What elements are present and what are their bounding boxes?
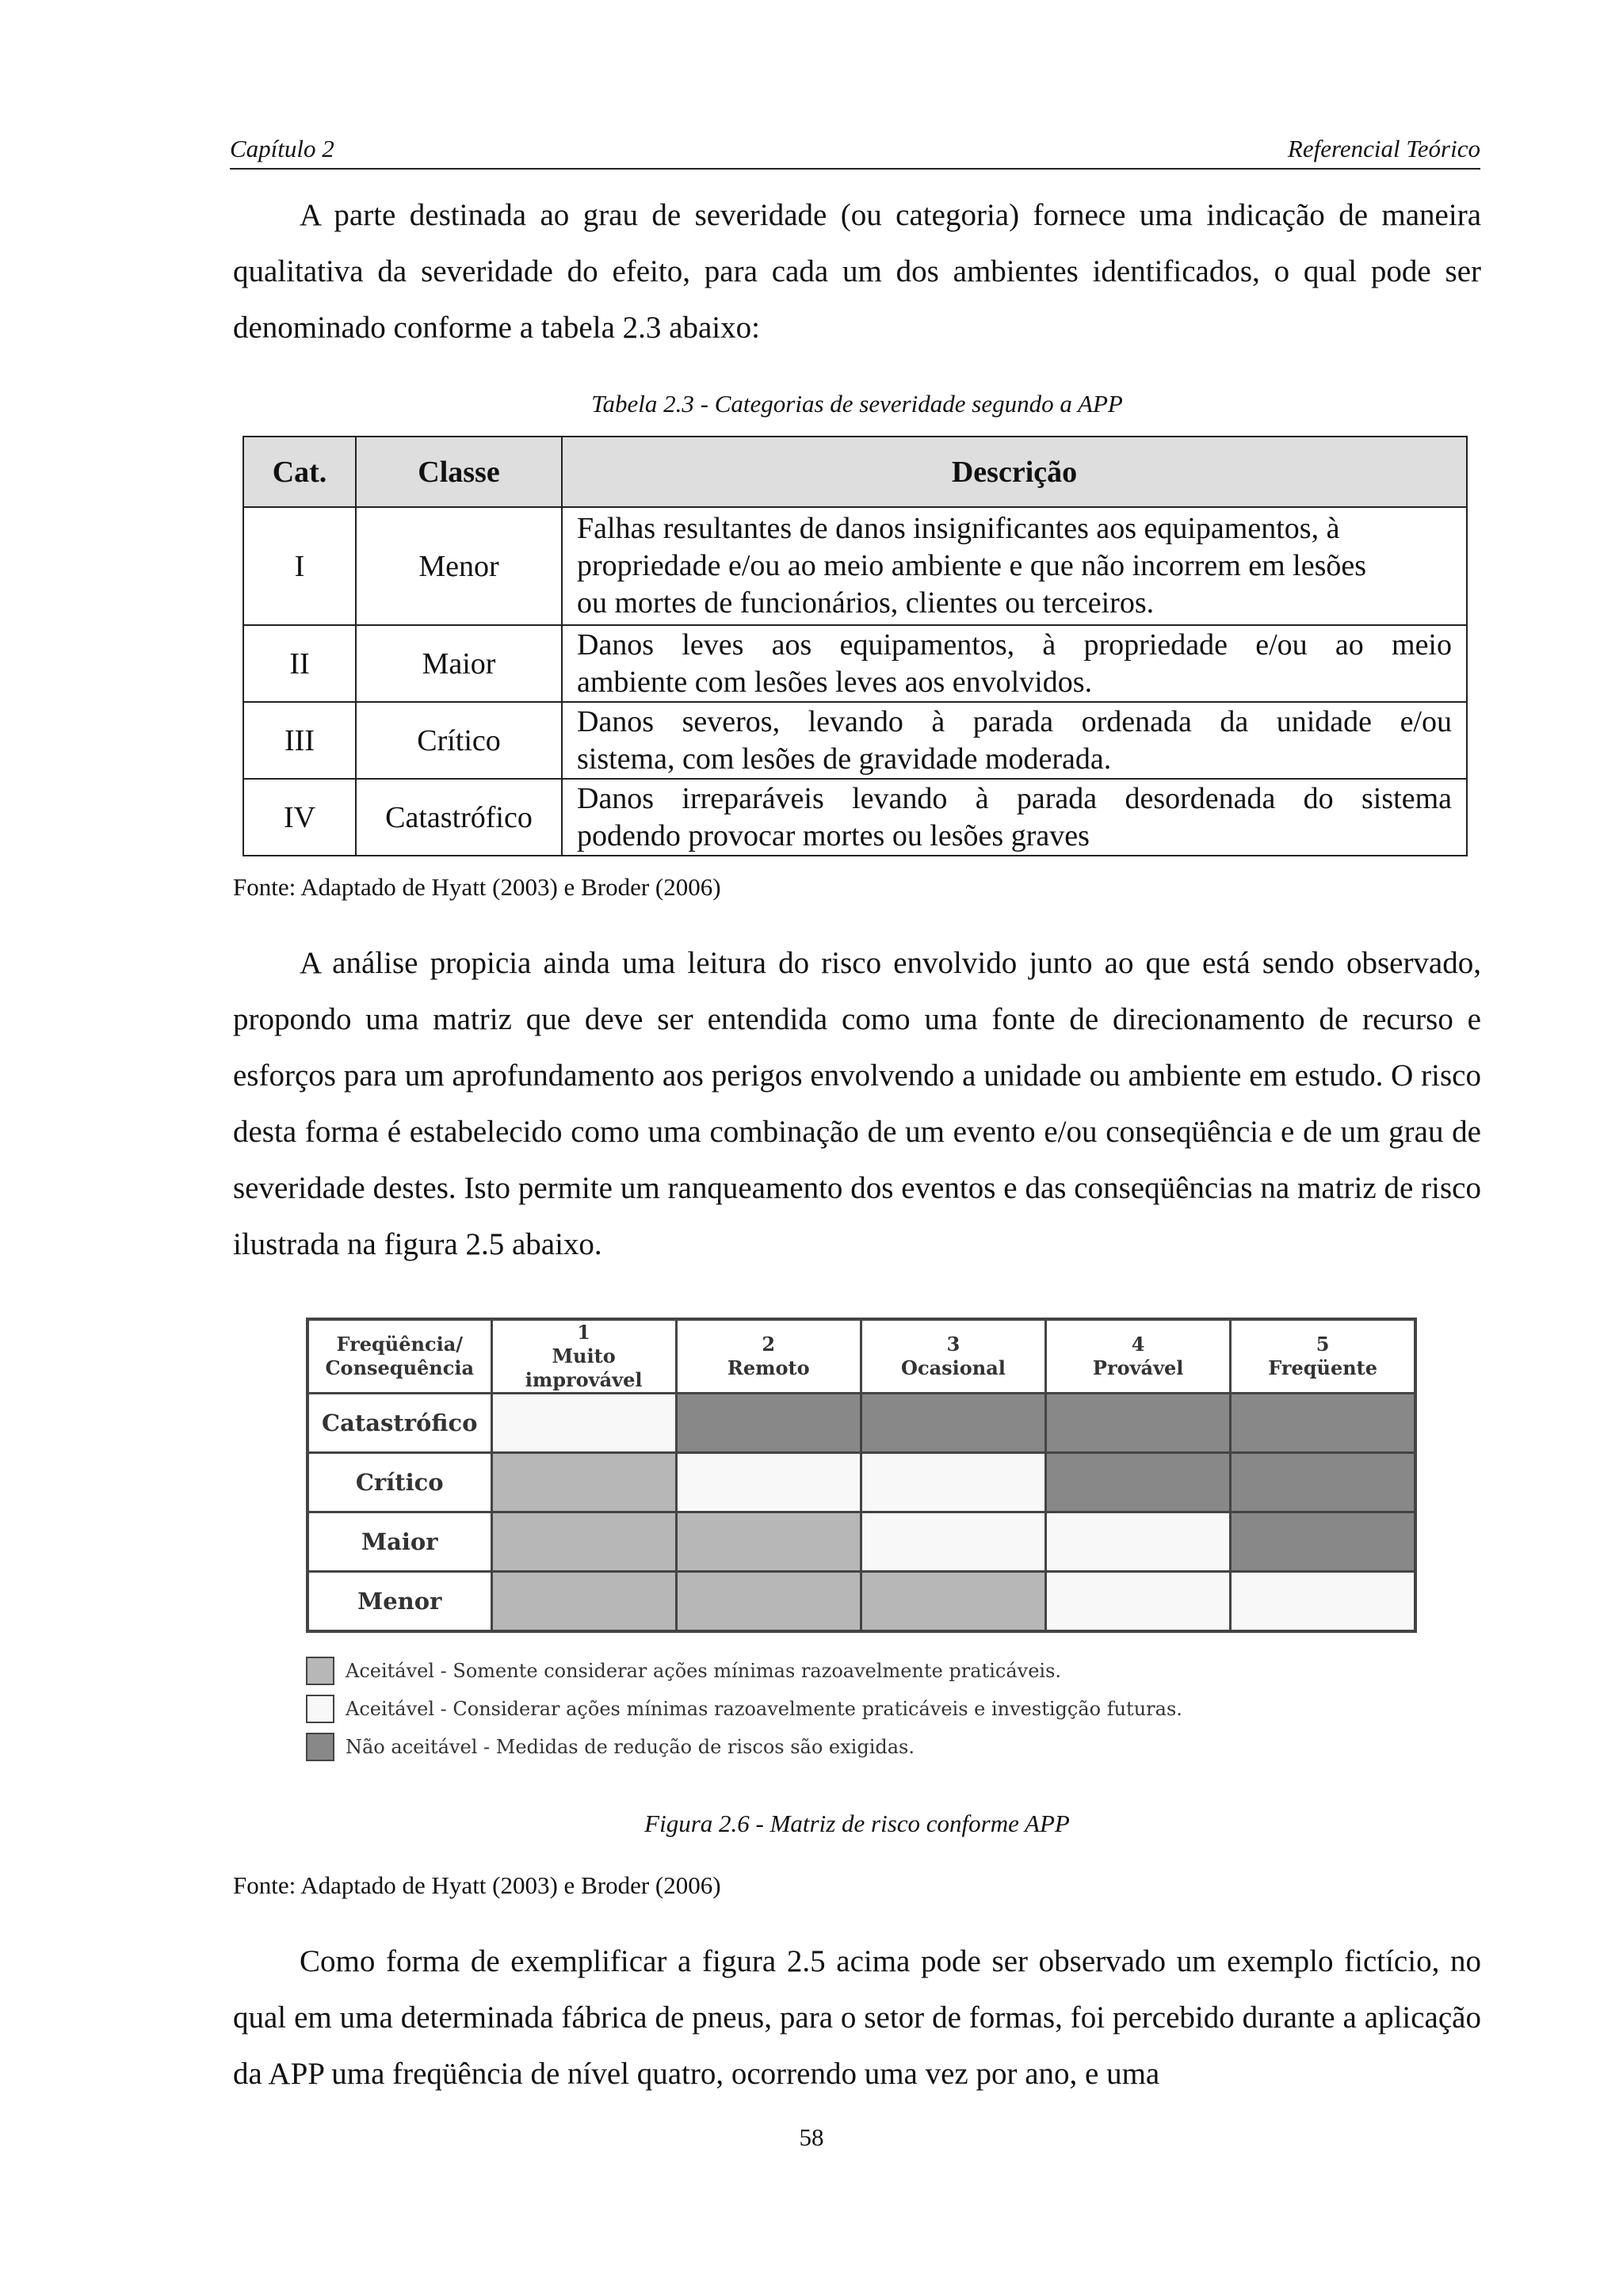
frequency-number: 2 <box>762 1333 776 1356</box>
frequency-number: 5 <box>1316 1333 1330 1356</box>
severity-label: Menor <box>307 1572 491 1632</box>
frequency-column-header <box>676 1319 861 1394</box>
desc-line: Danos severos, levando à parada ordenada da unidade e/ou <box>577 704 1452 738</box>
legend-text: Aceitável - Somente considerar ações mínimas razoavelmente praticáveis. <box>346 1660 1062 1682</box>
risk-cell <box>491 1453 676 1512</box>
frequency-label: Muito improvável <box>525 1344 643 1391</box>
desc-cell <box>562 779 1467 856</box>
classe-cell: Menor <box>356 507 562 625</box>
desc-line: ou mortes de funcionários, clientes ou terceiros. <box>577 586 1155 620</box>
table-row <box>243 702 1467 779</box>
table-row <box>243 779 1467 856</box>
classe-cell: Crítico <box>356 702 562 779</box>
risk-matrix-figure <box>306 1318 1417 1766</box>
matrix-row <box>307 1572 1415 1632</box>
risk-cell <box>1046 1572 1231 1632</box>
legend-swatch <box>306 1695 334 1723</box>
matrix-row <box>307 1453 1415 1512</box>
desc-cell <box>562 507 1467 625</box>
desc-line: Danos irreparáveis levando à parada desordenada do sistema <box>577 781 1452 815</box>
legend-text: Aceitável - Considerar ações mínimas razoavelmente praticáveis e investigção futuras. <box>346 1698 1182 1720</box>
risk-cell <box>676 1512 861 1572</box>
legend-text: Não aceitável - Medidas de redução de riscos são exigidas. <box>346 1736 915 1758</box>
figure-source: Fonte: Adaptado de Hyatt (2003) e Broder (2006) <box>233 1871 721 1899</box>
risk-cell <box>491 1394 676 1453</box>
risk-cell <box>1231 1572 1415 1632</box>
risk-cell <box>676 1394 861 1453</box>
cat-cell: IV <box>243 779 356 856</box>
desc-line: sistema, com lesões de gravidade moderada. <box>577 742 1112 776</box>
frequency-number: 1 <box>577 1321 590 1344</box>
section-label: Referencial Teórico <box>1287 135 1480 162</box>
matrix-row <box>307 1512 1415 1572</box>
severity-label: Catastrófico <box>307 1394 491 1453</box>
risk-cell <box>676 1453 861 1512</box>
cat-cell: I <box>243 507 356 625</box>
table-row <box>243 507 1467 625</box>
risk-cell <box>1046 1453 1231 1512</box>
paragraph-1: A parte destinada ao grau de severidade (ou categoria) fornece uma indicação de maneira qualitativa da severidade do efeito, para cada um dos ambientes identificados, o qual pode ser denominado conforme a tabela 2.3 abaixo: <box>233 198 1481 345</box>
matrix-header-row <box>307 1319 1415 1394</box>
matrix-legend <box>306 1652 1417 1766</box>
frequency-column-header <box>861 1319 1045 1394</box>
risk-cell <box>1231 1512 1415 1572</box>
frequency-label: Remoto <box>727 1356 810 1379</box>
frequency-column-header <box>1046 1319 1231 1394</box>
chapter-label: Capítulo 2 <box>230 135 334 162</box>
frequency-column-header <box>1231 1319 1415 1394</box>
desc-line: podendo provocar mortes ou lesões graves <box>577 818 1090 852</box>
risk-cell <box>1046 1512 1231 1572</box>
risk-cell <box>861 1453 1045 1512</box>
running-header <box>230 133 1480 170</box>
matrix-row <box>307 1394 1415 1453</box>
legend-item <box>306 1652 1417 1690</box>
risk-cell <box>1231 1453 1415 1512</box>
severity-table <box>242 436 1468 856</box>
cat-cell: III <box>243 702 356 779</box>
risk-cell <box>861 1572 1045 1632</box>
legend-item <box>306 1690 1417 1728</box>
cat-cell: II <box>243 625 356 702</box>
header-cat: Cat. <box>243 437 356 507</box>
desc-line: ambiente com lesões leves aos envolvidos. <box>577 665 1093 699</box>
risk-matrix <box>306 1318 1417 1633</box>
corner-line: Consequência <box>325 1356 475 1379</box>
legend-swatch <box>306 1733 334 1761</box>
figure-caption: Figura 2.6 - Matriz de risco conforme APP <box>644 1810 1070 1837</box>
page-number: 58 <box>799 2123 824 2151</box>
risk-cell <box>491 1512 676 1572</box>
severity-label: Crítico <box>307 1453 491 1512</box>
table-caption: Tabela 2.3 - Categorias de severidade segundo a APP <box>591 390 1123 418</box>
severity-label: Maior <box>307 1512 491 1572</box>
risk-cell <box>861 1512 1045 1572</box>
paragraph-3: Como forma de exemplificar a figura 2.5 acima pode ser observado um exemplo fictício, no qual em uma determinada fábrica de pneus, para o setor de formas, foi percebido durante a aplicação da APP uma freqüência de nível quatro, ocorrendo uma vez por ano, e uma <box>233 1944 1481 2091</box>
frequency-label: Freqüente <box>1268 1356 1378 1379</box>
desc-line: Danos leves aos equipamentos, à propriedade e/ou ao meio <box>577 627 1452 662</box>
legend-swatch <box>306 1657 334 1685</box>
corner-line: Freqüência/ <box>336 1333 464 1356</box>
classe-cell: Catastrófico <box>356 779 562 856</box>
classe-cell: Maior <box>356 625 562 702</box>
header-classe: Classe <box>356 437 562 507</box>
frequency-number: 4 <box>1131 1333 1145 1356</box>
risk-cell <box>861 1394 1045 1453</box>
frequency-label: Ocasional <box>901 1356 1006 1379</box>
matrix-corner <box>307 1319 491 1394</box>
legend-item <box>306 1728 1417 1766</box>
desc-cell <box>562 625 1467 702</box>
desc-cell <box>562 702 1467 779</box>
risk-cell <box>1046 1394 1231 1453</box>
frequency-column-header <box>491 1319 676 1394</box>
frequency-number: 3 <box>946 1333 960 1356</box>
table-header-row <box>243 437 1467 507</box>
desc-line: propriedade e/ou ao meio ambiente e que não incorrem em lesões <box>577 549 1367 582</box>
table-row <box>243 625 1467 702</box>
desc-line: Falhas resultantes de danos insignificantes aos equipamentos, à <box>577 512 1340 545</box>
header-descricao: Descrição <box>562 437 1467 507</box>
table-source: Fonte: Adaptado de Hyatt (2003) e Broder (2006) <box>233 873 721 901</box>
risk-cell <box>676 1572 861 1632</box>
risk-cell <box>1231 1394 1415 1453</box>
risk-cell <box>491 1572 676 1632</box>
paragraph-2: A análise propicia ainda uma leitura do risco envolvido junto ao que está sendo observado, propondo uma matriz que deve ser entendida como uma fonte de direcionamento de recurso e esforços para um aprofundamento aos perigos envolvendo a unidade ou ambiente em estudo. O risco desta forma é estabelecido como uma combinação de um evento e/ou conseqüência e de um grau de severidade destes. Isto permite um ranqueamento dos eventos e das conseqüências na matriz de risco ilustrada na figura 2.5 abaixo. <box>233 946 1481 1261</box>
frequency-label: Provável <box>1092 1356 1184 1379</box>
